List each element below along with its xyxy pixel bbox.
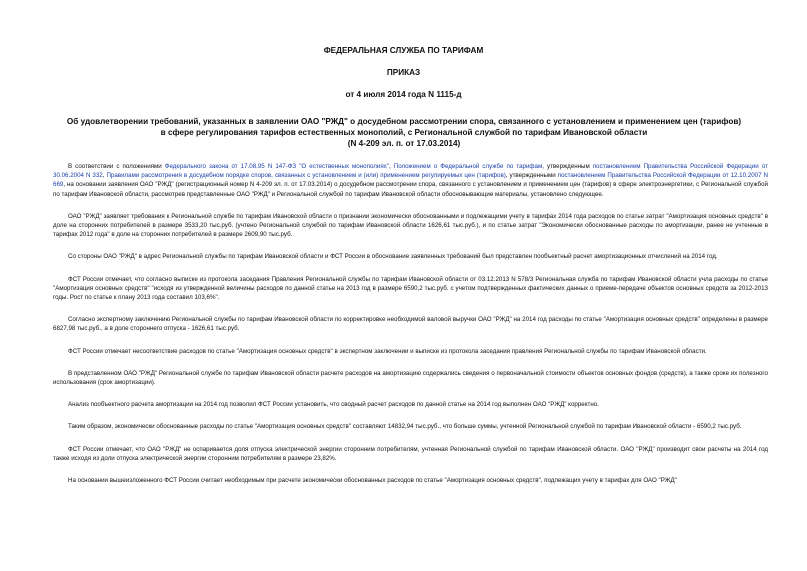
document-body [53, 162, 768, 498]
paragraph: ОАО "РЖД" заявляет требования к Региональной службе по тарифам Ивановской области о признании экономически обоснованными и подлежащими учету в тарифах 2014 года расходов по статье затрат "Амортизация основных средств" в доле на сторонних потребителей в размере 3533,20 тыс.руб. (учтено Региональной службой по тарифам Ивановской области 1626,61 тыс.руб.), и по статье затрат "Экономически обоснованные расходы по амортизации, ранее не учтенные в тарифах 2012 года" в доле на сторонних потребителей в размере 2609,90 тыс.руб. [53, 212, 768, 239]
text-span: , на основании заявления ОАО "РЖД" (регистрационный номер N 4-209 эл. п. от 17.03.2014) о досудебном рассмотрении спора, связанного с установлением и применением цен (тарифов) в сфере электроэнергетики, с Региональной службой по тарифам Ивановской области, рассмотрев представленные ОАО "РЖД" и Региональной службой по тарифам Ивановской области обосновывающие материалы, установлено следующее. [53, 181, 768, 198]
text-span: , [388, 163, 394, 170]
text-span: , утвержденными [505, 172, 558, 180]
text-span: , утвержденным [542, 163, 593, 170]
paragraph: Анализ пообъектного расчета амортизации на 2014 год позволил ФСТ России установить, что сводный расчет расходов по данной статье на 2014 год выполнен ОАО "РЖД" корректно. [68, 401, 599, 409]
paragraph: Согласно экспертному заключению Региональной службы по тарифам Ивановской области по корректировке необходимой валовой выручки ОАО "РЖД" на 2014 год расходы по статье "Амортизация основных средств" определены в размере 6827,98 тыс.руб., а в доле стороннего отпуска - 1626,61 тыс.руб. [53, 316, 768, 333]
agency-heading: ФЕДЕРАЛЬНАЯ СЛУЖБА ПО ТАРИФАМ [323, 46, 484, 55]
paragraph-intro [53, 162, 768, 199]
paragraph: Со стороны ОАО "РЖД" в адрес Региональной службы по тарифам Ивановской области и ФСТ России в обоснование заявленных требований был представлен пообъектный расчет амортизационных отчислений на 2014 год. [68, 253, 718, 261]
paragraph: ФСТ России отмечает, что согласно выписке из протокола заседания Правления Региональной службы по тарифам Ивановской области от 03.12.2013 N 578/3 Региональная служба по тарифам Ивановской области учла расходы по статье "Амортизация основных средств" "исходя из утвержденной величины расходов по данной статье на 2013 год в размере 6590,2 тыс.руб. с учетом подтвержденных фактических данных о приеме-передаче объектов основных средств за 2012-2013 годы. Рост по статье к плану 2013 года составил 103,6%". [53, 275, 768, 302]
link-fst-regulation[interactable]: Положением о Федеральной службе по тарифам [393, 163, 543, 170]
title-line-2: в сфере регулирования тарифов естественных монополий, с Региональной службой по тарифам Ивановской области [160, 128, 648, 137]
paragraph: В представленном ОАО "РЖД" Региональной службе по тарифам Ивановской области расчете расходов на амортизацию содержались сведения о первоначальной стоимости объектов основных фондов (средств), а также сроке их полезного использования (срок амортизации). [53, 369, 768, 387]
document-type-heading: ПРИКАЗ [386, 68, 421, 77]
link-federal-law[interactable]: Федерального закона от 17.08.95 N 147-ФЗ "О естественных монополиях" [164, 163, 389, 170]
paragraph: На основании вышеизложенного ФСТ России считает необходимым при расчете экономически обоснованных расходов по статье "Амортизация основных средств", подлежащих учету в тарифах для ОАО "РЖД" [68, 477, 677, 485]
link-government-decree-332[interactable]: постановлением Правительства Российской Федерации от 30.06.2004 N 332 [53, 163, 768, 180]
text-span: , [102, 172, 107, 180]
document-date-number: от 4 июля 2014 года N 1115-д [345, 90, 462, 99]
text-span: В соответствии с положениями [68, 163, 165, 170]
document-title [34, 116, 774, 149]
title-line-1: Об удовлетворении требований, указанных в заявлении ОАО "РЖД" о досудебном рассмотрении спора, связанного с установлением и применением цен (тарифов) [66, 117, 742, 126]
link-government-decree-669[interactable]: постановлением Правительства Российской Федерации от 12.10.2007 N 669 [53, 172, 768, 189]
link-dispute-rules[interactable]: Правилами рассмотрения в досудебном порядке споров, связанных с установлением и (или) применением регулируемых цен (тарифов) [106, 172, 506, 180]
paragraph: ФСТ России отмечает, что ОАО "РЖД" не оспаривается доля отпуска электрической энергии сторонним потребителям, учтенная Региональной службой по тарифам Ивановской области. ОАО "РЖД" производит свои расчеты на 2014 год также исходя из доли отпуска электрической энергии сторонним потребителям в размере 23,82%. [53, 445, 768, 462]
paragraph: ФСТ России отмечает несоответствие расходов по статье "Амортизация основных средств" в экспертном заключении и выписке из протокола заседания правления Региональной службы по тарифам Ивановской области. [68, 347, 707, 355]
title-line-3: (N 4-209 эл. п. от 17.03.2014) [347, 139, 461, 148]
paragraph: Таким образом, экономически обоснованные расходы по статье "Амортизация основных средств" составляют 14832,94 тыс.руб., что больше суммы, учтенной Региональной службой по тарифам Ивановской области - 6590,2 тыс.руб. [68, 423, 742, 431]
